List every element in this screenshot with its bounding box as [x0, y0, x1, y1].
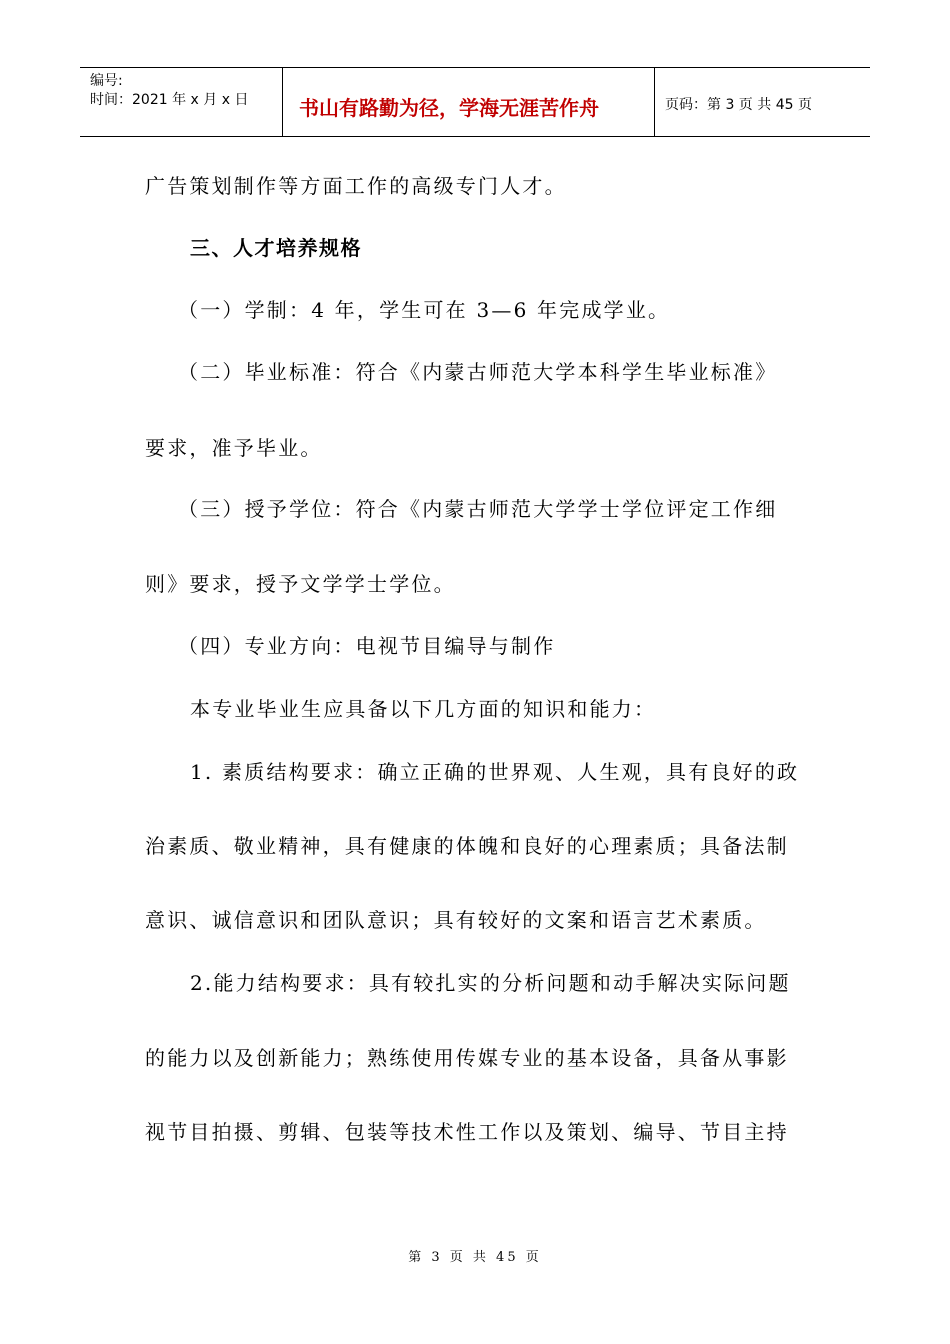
- body-line: （三）授予学位：符合《内蒙古师范大学学士学位评定工作细: [178, 497, 778, 521]
- body-line: （四）专业方向：电视节目编导与制作: [178, 634, 556, 658]
- body-line: 治素质、敬业精神，具有健康的体魄和良好的心理素质；具备法制: [145, 834, 789, 858]
- body-line: 2.能力结构要求：具有较扎实的分析问题和动手解决实际问题: [190, 971, 791, 995]
- document-number-label: 编号:: [90, 73, 123, 89]
- body-line: （二）毕业标准：符合《内蒙古师范大学本科学生毕业标准》: [178, 360, 778, 384]
- body-line: 要求，准予毕业。: [145, 436, 323, 460]
- document-date-label: 时间：2021 年 x 月 x 日: [90, 92, 249, 108]
- body-line: （一）学制：4 年，学生可在 3—6 年完成学业。: [178, 298, 671, 322]
- body-line: 本专业毕业生应具备以下几方面的知识和能力：: [190, 697, 657, 721]
- page-footer: 第 3 页 共 45 页: [408, 1250, 542, 1265]
- body-line: 的能力以及创新能力；熟练使用传媒专业的基本设备，具备从事影: [145, 1046, 789, 1070]
- body-line: 视节目拍摄、剪辑、包装等技术性工作以及策划、编导、节目主持: [145, 1120, 789, 1144]
- body-line: 1. 素质结构要求：确立正确的世界观、人生观，具有良好的政: [190, 760, 800, 784]
- header-motto-cell: [283, 68, 655, 136]
- page-header: [80, 67, 870, 137]
- section-heading: 三、人才培养规格: [190, 236, 362, 260]
- body-line: 意识、诚信意识和团队意识；具有较好的文案和语言艺术素质。: [145, 908, 767, 932]
- body-line: 则》要求，授予文学学士学位。: [145, 572, 456, 596]
- header-page-info: 页码：第 3 页 共 45 页: [665, 97, 812, 113]
- header-motto: 书山有路勤为径，学海无涯苦作舟: [299, 96, 599, 120]
- header-page-cell: [655, 68, 870, 136]
- body-line: 广告策划制作等方面工作的高级专门人才。: [145, 174, 567, 198]
- header-meta-cell: [80, 68, 283, 136]
